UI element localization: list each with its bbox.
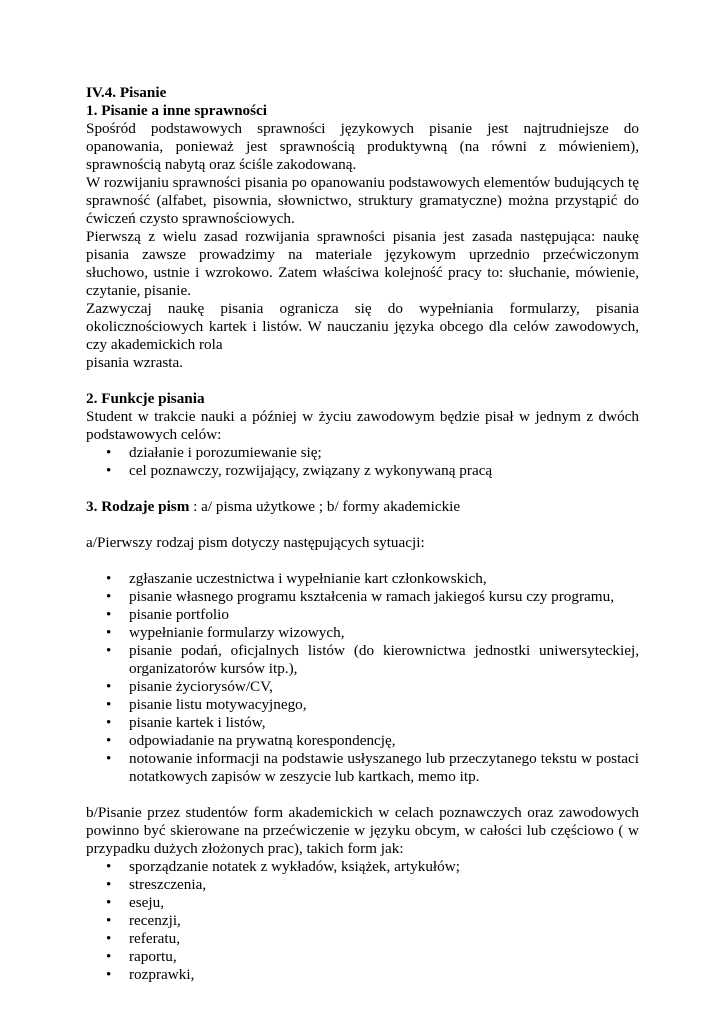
bullet-icon: • xyxy=(106,732,112,749)
list-item-text: pisanie podań, oficjalnych listów (do kierownictwa jednostki uniwersyteckiej, organizatorów kursów itp.), xyxy=(129,642,639,677)
list-item xyxy=(86,912,639,930)
list-item xyxy=(86,606,639,624)
list-item xyxy=(86,732,639,750)
bullet-icon: • xyxy=(106,966,112,983)
spacer xyxy=(86,372,639,390)
list-item-text: cel poznawczy, rozwijający, związany z wykonywaną pracą xyxy=(129,462,493,479)
list-item xyxy=(86,678,639,696)
list-item-text: referatu, xyxy=(129,930,181,947)
list-item-text: raportu, xyxy=(129,948,177,965)
bullet-icon: • xyxy=(106,948,112,965)
bullet-icon: • xyxy=(106,588,112,605)
bullet-icon: • xyxy=(106,462,112,479)
s1-paragraph-4: Zazwyczaj naukę pisania ogranicza się do wypełniania formularzy, pisania okolicznościowych kartek i listów. W nauczaniu języka obcego dla celów zawodowych, czy akademickich rola xyxy=(86,300,639,353)
spacer xyxy=(86,552,639,570)
list-item-text: odpowiadanie na prywatną korespondencję, xyxy=(129,732,396,749)
list-item xyxy=(86,858,639,876)
list-item xyxy=(86,696,639,714)
list-item xyxy=(86,624,639,642)
list-item-text: sporządzanie notatek z wykładów, książek, artykułów; xyxy=(129,858,460,875)
spacer xyxy=(86,786,639,804)
bullet-icon: • xyxy=(106,930,112,947)
s1-paragraph-2: W rozwijaniu sprawności pisania po opanowaniu podstawowych elementów budujących tę sprawność (alfabet, pisownia, słownictwo, struktury gramatyczne) można przystąpić do ćwiczeń czysto sprawnościowych. xyxy=(86,174,639,227)
s3-a-intro: a/Pierwszy rodzaj pism dotyczy następujących sytuacji: xyxy=(86,534,425,551)
bullet-icon: • xyxy=(106,858,112,875)
document-page xyxy=(86,84,639,984)
list-item xyxy=(86,642,639,678)
bullet-icon: • xyxy=(106,750,112,767)
list-item-text: notowanie informacji na podstawie usłyszanego lub przeczytanego tekstu w postaci notatkowych zapisów w zeszycie lub kartkach, memo itp. xyxy=(129,750,639,785)
list-item xyxy=(86,750,639,786)
list-item xyxy=(86,462,639,480)
list-item-text: eseju, xyxy=(129,894,165,911)
list-item xyxy=(86,930,639,948)
spacer xyxy=(86,516,639,534)
list-item-text: wypełnianie formularzy wizowych, xyxy=(129,624,345,641)
bullet-icon: • xyxy=(106,570,112,587)
bullet-icon: • xyxy=(106,912,112,929)
s1-paragraph-4-end: pisania wzrasta. xyxy=(86,354,183,371)
list-item xyxy=(86,444,639,462)
bullet-icon: • xyxy=(106,876,112,893)
s3-b-intro: b/Pisanie przez studentów form akademickich w celach poznawczych oraz zawodowych powinno być skierowane na przećwiczenie w języku obcym, w całości lub częściowo ( w przypadku dużych złożonych prac), takich form jak: xyxy=(86,804,639,857)
bullet-icon: • xyxy=(106,678,112,695)
list-item-text: recenzji, xyxy=(129,912,181,929)
list-item-text: pisanie kartek i listów, xyxy=(129,714,266,731)
bullet-icon: • xyxy=(106,696,112,713)
bullet-icon: • xyxy=(106,624,112,641)
s1-paragraph-1: Spośród podstawowych sprawności językowych pisanie jest najtrudniejsze do opanowania, ponieważ jest sprawnością produktywną (na równi z mówieniem), sprawnością nabytą oraz ściśle zakodowaną. xyxy=(86,120,639,173)
s2-intro: Student w trakcie nauki a później w życiu zawodowym będzie pisał w jednym z dwóch podstawowych celów: xyxy=(86,408,639,443)
list-item xyxy=(86,966,639,984)
s1-paragraph-3: Pierwszą z wielu zasad rozwijania sprawności pisania jest zasada następująca: naukę pisania zawsze prowadzimy na materiale językowym uprzednio przećwiczonym słuchowo, ustnie i wzrokowo. Zatem właściwa kolejność pracy to: słuchanie, mówienie, czytanie, pisanie. xyxy=(86,228,639,299)
bullet-icon: • xyxy=(106,444,112,461)
list-item xyxy=(86,570,639,588)
list-item xyxy=(86,876,639,894)
list-item-text: rozprawki, xyxy=(129,966,195,983)
s3-b-list xyxy=(86,858,639,984)
list-item xyxy=(86,948,639,966)
section-title: IV.4. Pisanie xyxy=(86,84,167,101)
list-item-text: pisanie portfolio xyxy=(129,606,229,623)
list-item-text: pisanie własnego programu kształcenia w ramach jakiegoś kursu czy programu, xyxy=(129,588,614,605)
list-item-text: zgłaszanie uczestnictwa i wypełnianie kart członkowskich, xyxy=(129,570,487,587)
s3-heading-rest: : a/ pisma użytkowe ; b/ formy akademickie xyxy=(189,498,461,515)
list-item xyxy=(86,714,639,732)
s2-list xyxy=(86,444,639,480)
s3-heading: 3. Rodzaje pism xyxy=(86,498,190,515)
list-item-text: pisanie listu motywacyjnego, xyxy=(129,696,307,713)
bullet-icon: • xyxy=(106,894,112,911)
bullet-icon: • xyxy=(106,642,112,659)
list-item-text: działanie i porozumiewanie się; xyxy=(129,444,322,461)
list-item-text: streszczenia, xyxy=(129,876,207,893)
list-item xyxy=(86,588,639,606)
s3-a-list xyxy=(86,570,639,786)
s1-heading: 1. Pisanie a inne sprawności xyxy=(86,102,268,119)
bullet-icon: • xyxy=(106,606,112,623)
bullet-icon: • xyxy=(106,714,112,731)
spacer xyxy=(86,480,639,498)
s3-heading-line xyxy=(86,498,639,516)
list-item xyxy=(86,894,639,912)
list-item-text: pisanie życiorysów/CV, xyxy=(129,678,273,695)
s2-heading: 2. Funkcje pisania xyxy=(86,390,205,407)
